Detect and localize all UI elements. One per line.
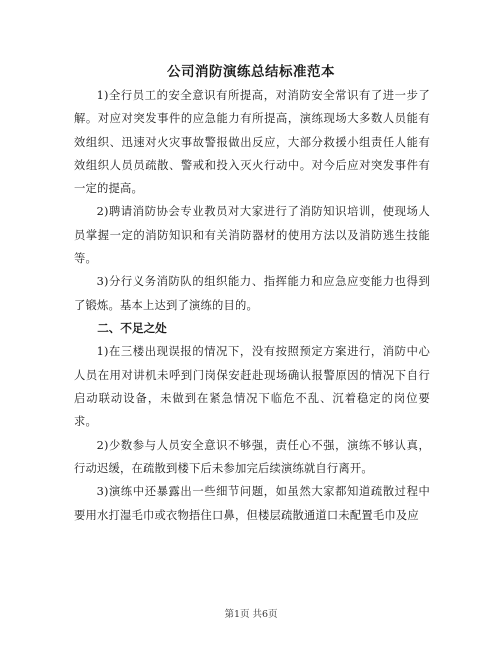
page-number-footer: 第1页 共6页 [224, 609, 278, 620]
paragraph-1: 1)全行员工的安全意识有所提高，对消防安全常识有了进一步了解。对应对突发事件的应急能力有所提高，演练现场大多数人员能有效组织、迅速对火灾事故警报做出反应，大部分救援小组责任人能有效组织人员员疏散、警戒和投入灭火行动中。对今后应对突发事件有一定的提高。 [74, 89, 430, 196]
document-title: 公司消防演练总结标准范本 [167, 64, 335, 80]
document-body [74, 84, 430, 527]
paragraph-3: 3)分行义务消防队的组织能力、指挥能力和应急应变能力也得到了锻炼。基本上达到了演练的目的。 [74, 275, 430, 312]
section-paragraph-2: 2)少数参与人员安全意识不够强，责任心不强，演练不够认真，行动迟缓，在疏散到楼下后未参加完后续演练就自行离开。 [74, 438, 430, 475]
section-paragraph-3: 3)演练中还暴露出一些细节问题，如虽然大家都知道疏散过程中要用水打湿毛巾或衣物捂住口鼻，但楼层疏散通道口未配置毛巾及应 [74, 485, 430, 522]
section-paragraph-1: 1)在三楼出现误报的情况下，没有按照预定方案进行，消防中心人员在用对讲机未呼到门岗保安赶赴现场确认报警原因的情况下自行启动联动设备，未做到在紧急情况下临危不乱、沉着稳定的岗位要求。 [74, 345, 430, 429]
section-heading-shortcomings: 二、不足之处 [97, 320, 167, 335]
paragraph-2: 2)聘请消防协会专业教员对大家进行了消防知识培训，使现场人员掌握一定的消防知识和有关消防器材的使用方法以及消防逃生技能等。 [74, 205, 430, 266]
